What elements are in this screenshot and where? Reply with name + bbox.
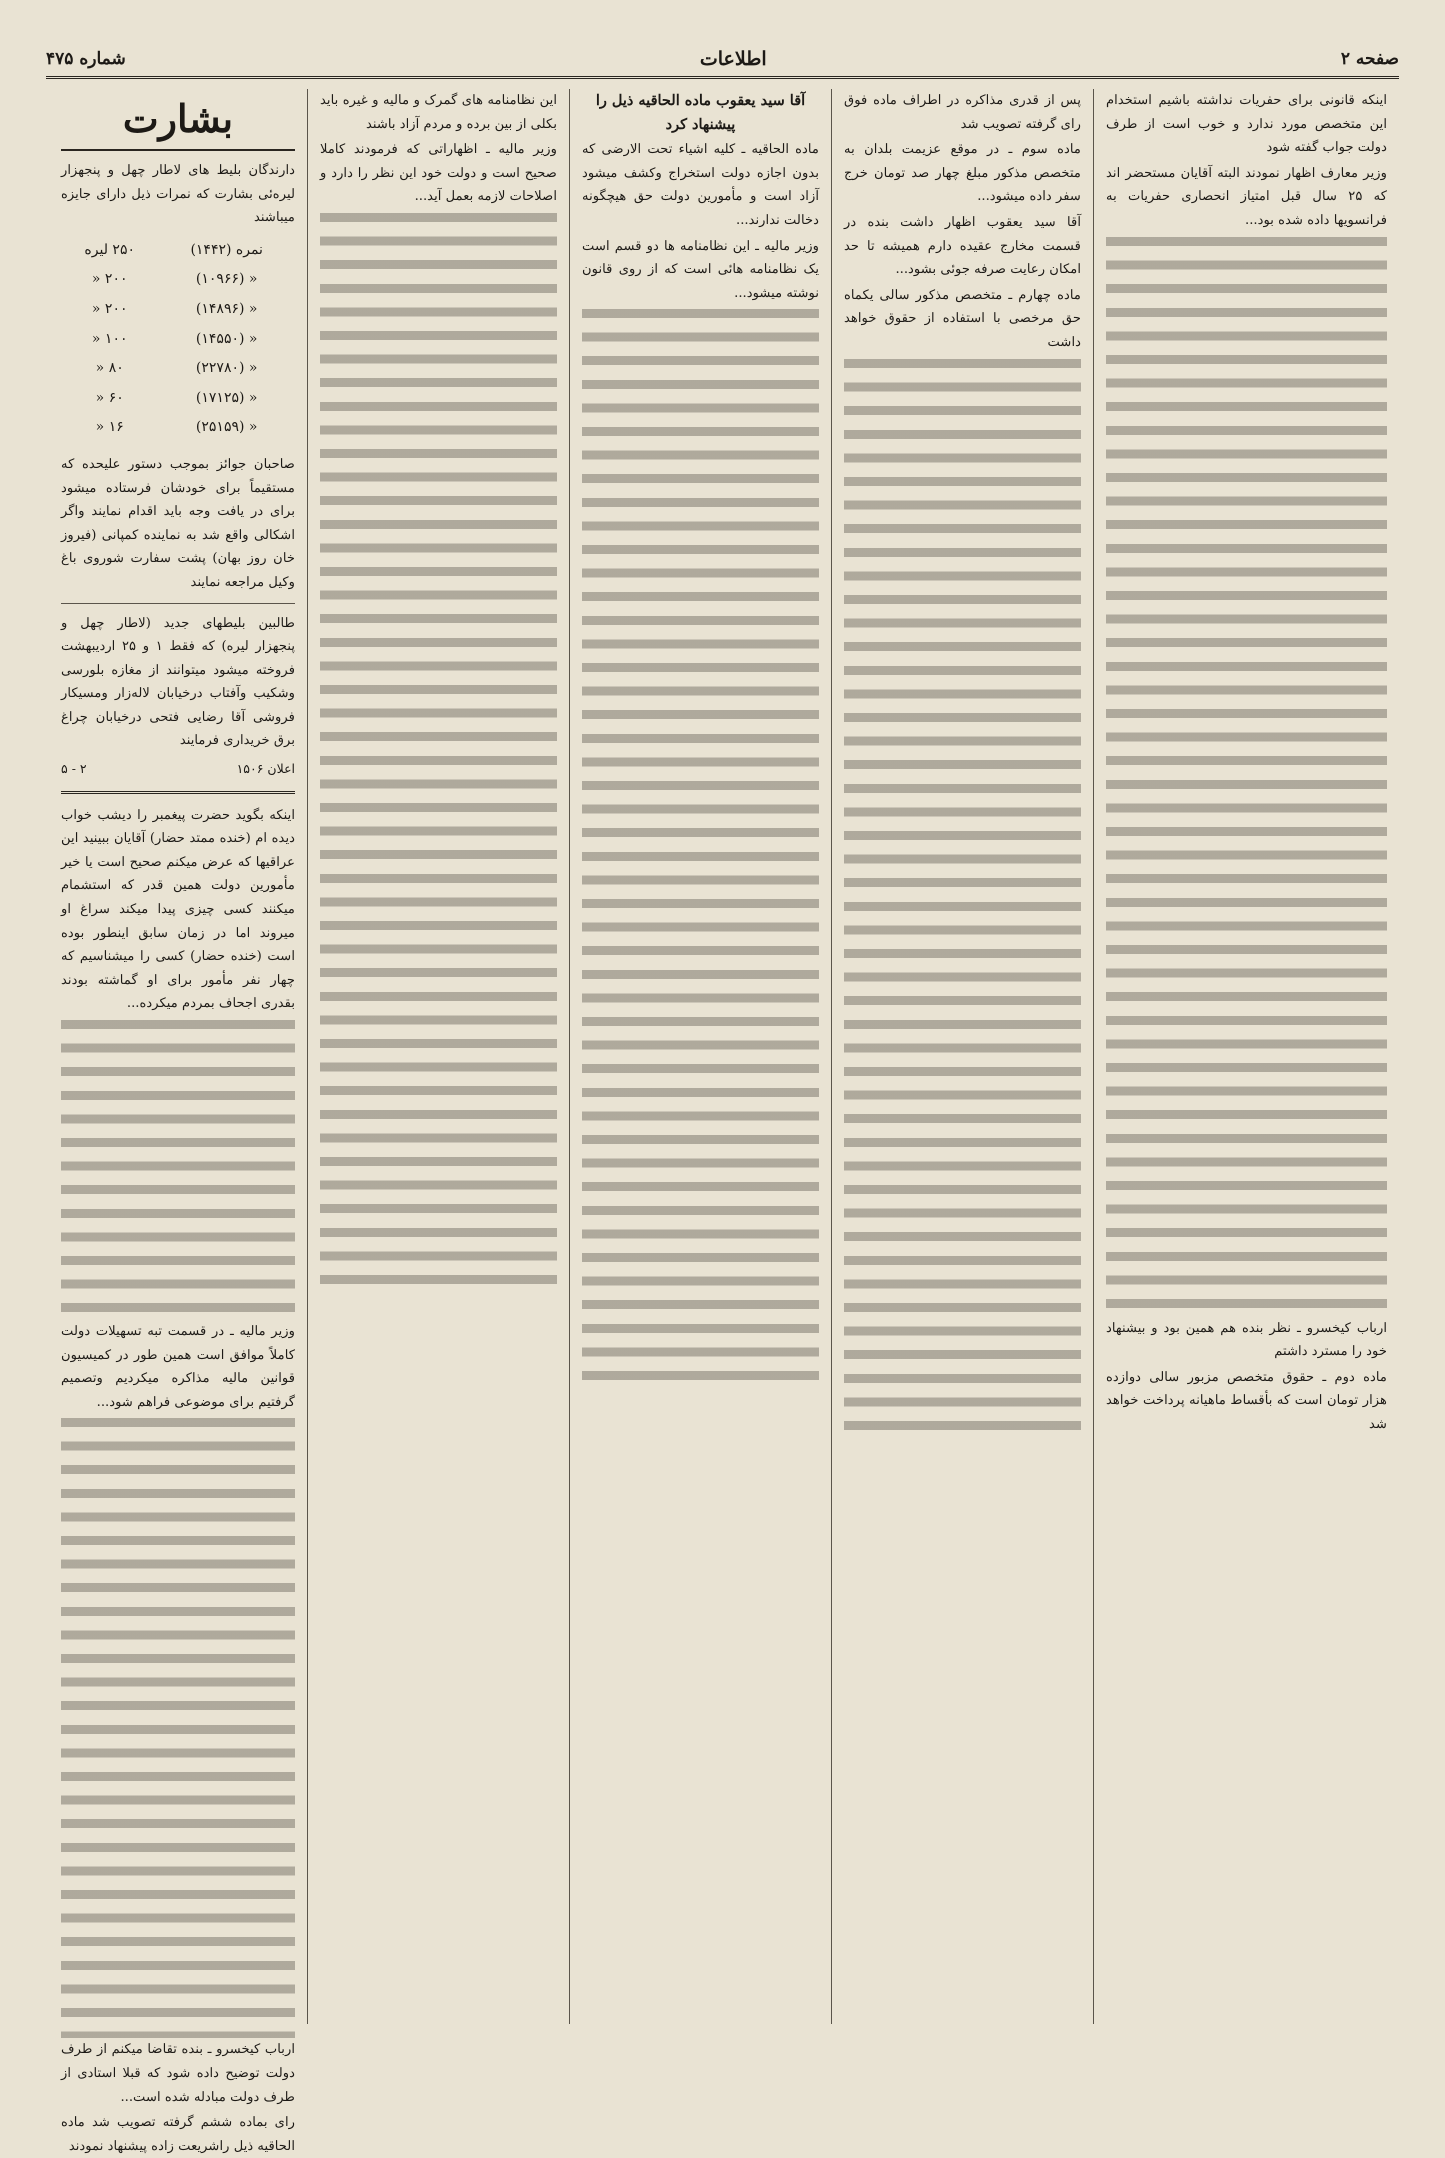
winning-numbers-table [61,236,295,443]
paragraph: وزیر مالیه ـ این نظامنامه ها دو قسم است یک نظامنامه هائی است که از روی قانون نوشته میشود... [582,238,819,301]
winning-number-row [61,236,295,266]
paragraph: وزیر معارف اظهار نمودند البته آقایان مستحضر اند که ۲۵ سال قبل امتیاز انحصاری حفریات به فرانسویها داده شده بود... [1106,165,1387,228]
winning-number-row [61,413,295,443]
ticket-number: « (۲۲۷۸۰) [195,360,258,377]
advertisement-ref: ۲ - ۵ [61,761,87,777]
ticket-number: « (۱۰۹۶۶) [195,271,258,288]
text-block [1106,237,1387,1317]
winning-number-row [61,354,295,384]
winning-number-row [61,265,295,295]
paragraph: ماده سوم ـ در موقع عزیمت بلدان به متخصص مذکور مبلغ چهار صد تومان خرج سفر داده میشود... [844,142,1081,205]
paragraph: وزیر مالیه ـ در قسمت تبه تسهیلات دولت کاملاً موافق است همین طور در کمیسیون قوانین مالیه مذاکره میکردیم وتصمیم گرفتیم برای موضوعی فراهم شود... [61,1324,295,1410]
prize-amount: ۶۰ « [95,389,124,406]
paragraph: رای بماده ششم گرفته تصویب شد ماده الحاقیه ذیل راشریعت زاده پیشنهاد نمودند [61,2115,295,2154]
column-3 [569,89,831,2024]
lottery-advertisement [61,89,295,794]
paragraph: این نظامنامه های گمرک و مالیه و غیره باید بکلی از بین برده و مردم آزاد باشند [320,93,557,132]
paragraph: ارباب کیخسرو ـ بنده تقاضا میکنم از طرف دولت توضیح داده شود که قبلا استادی از طرف دولت مبادله شده است... [61,2042,295,2105]
ticket-number: « (۲۵۱۵۹) [195,419,258,436]
prize-amount: ۱۶ « [95,419,124,436]
prize-amount: ۲۰۰ « [91,271,128,288]
column-4 [307,89,569,2024]
paragraph: ماده الحاقیه ـ کلیه اشیاء تحت الارضی که بدون اجازه دولت استخراج وکشف میشود آزاد است و مأمورین دولت حق هیچگونه دخالت ندارند... [582,142,819,228]
ticket-number: « (۱۴۸۹۶) [195,300,258,317]
paragraph: اینکه بگوید حضرت پیغمبر را دیشب خواب دیده ام (خنده ممتد حضار) آقایان ببینید این عراقیها که عرض میکنم صحیح است یا خیر مأمورین دولت همین قدر که استشمام میکنند کسی چیزی پیدا میکند سراغ او میروند اما در زمان سابق اینطور بوده است (خنده حضار) کسی را میشناسیم که چهار نفر مأمور برای او گماشته بودند بقدری اجحاف بمردم میکرده... [61,807,295,1012]
text-block [844,359,1081,1439]
page-number: صفحه ۲ [1340,49,1399,69]
issue-number: شماره ۴۷۵ [46,49,126,69]
advertisement-body-2: طالبین بلیطهای جدید (لاطار چهل و پنجهزار لیره) که فقط ۱ و ۲۵ اردیبهشت فروخته میشود میتوانند از مغازه بلورسی وشکیب وآفتاب درخیابان لاله‌زار ومسیکار فروشی آقا رضایی فتحی درخیابان چراغ برق خریداری فرمایند [61,615,295,749]
ticket-number: « (۱۷۱۲۵) [195,389,258,406]
paragraph: وزیر مالیه ـ اظهاراتی که فرمودند کاملا صحیح است و دولت خود این نظر را دارد و اصلاحات لازمه بعمل آید... [320,142,557,205]
column-1-rightmost [1093,89,1399,2024]
ticket-number: « (۱۴۵۵۰) [195,330,258,347]
section-heading: آقا سید یعقوب ماده الحاقیه ذیل را پیشنهاد کرد [595,92,806,133]
prize-amount: ۸۰ « [95,360,124,377]
paragraph: ماده دوم ـ حقوق متخصص مزبور سالی دوازده هزار تومان است که بأقساط ماهیانه پرداخت خواهد شد [1106,1369,1387,1432]
text-block [582,309,819,1389]
paragraph: ماده چهارم ـ متخصص مذکور سالی یکماه حق مرخصی با استفاده از حقوق خواهد داشت [844,287,1081,350]
advertisement-body: صاحبان جوائز بموجب دستور علیحده که مستقیماً برای خودشان فرستاده میشود برای در یافت وجه باید اقدام نمایند واگر اشکالی واقع شد به نماینده کمپانی (فیروز خان روز بهان) پشت سفارت شوروی باغ وکیل مراجعه نمایند [61,456,295,590]
divider [61,603,295,604]
advertisement-code: اعلان ۱۵۰۶ [236,761,295,777]
prize-amount: ۲۵۰ لیره [84,241,135,258]
masthead [46,42,1399,79]
winning-number-row [61,384,295,414]
text-block [61,1020,295,1320]
paragraph: اینکه قانونی برای حفریات نداشته باشیم استخدام این متخصص مورد ندارد و خوب است از طرف دولت جواب گفته شود [1106,93,1387,156]
prize-amount: ۱۰۰ « [91,330,128,347]
advertisement-title: بشارت [61,89,295,151]
column-2 [831,89,1093,2024]
column-5-leftmost [49,89,307,2154]
article-columns [46,89,1399,2154]
paragraph: ارباب کیخسرو ـ نظر بنده هم همین بود و بیشنهاد خود را مسترد داشتم [1106,1320,1387,1360]
winning-number-row [61,295,295,325]
winning-number-row [61,325,295,355]
advertisement-intro: دارندگان بلیط های لاطار چهل و پنجهزار لیره‌ئی بشارت که نمرات ذیل دارای جایزه میباشند [61,163,295,226]
paragraph: پس از قدری مذاکره در اطراف ماده فوق رای گرفته تصویب شد [844,93,1081,132]
advertisement-footer [61,757,295,781]
text-block [61,1418,295,2038]
text-block [320,213,557,1293]
paragraph: آقا سید یعقوب اظهار داشت بنده در قسمت مخارج عقیده دارم همیشه تا حد امکان رعایت صرفه جوئی بشود... [844,214,1081,278]
prize-amount: ۲۰۰ « [91,300,128,317]
ticket-number: نمره (۱۴۴۲) [190,241,263,258]
newspaper-title: اطلاعات [699,48,767,70]
